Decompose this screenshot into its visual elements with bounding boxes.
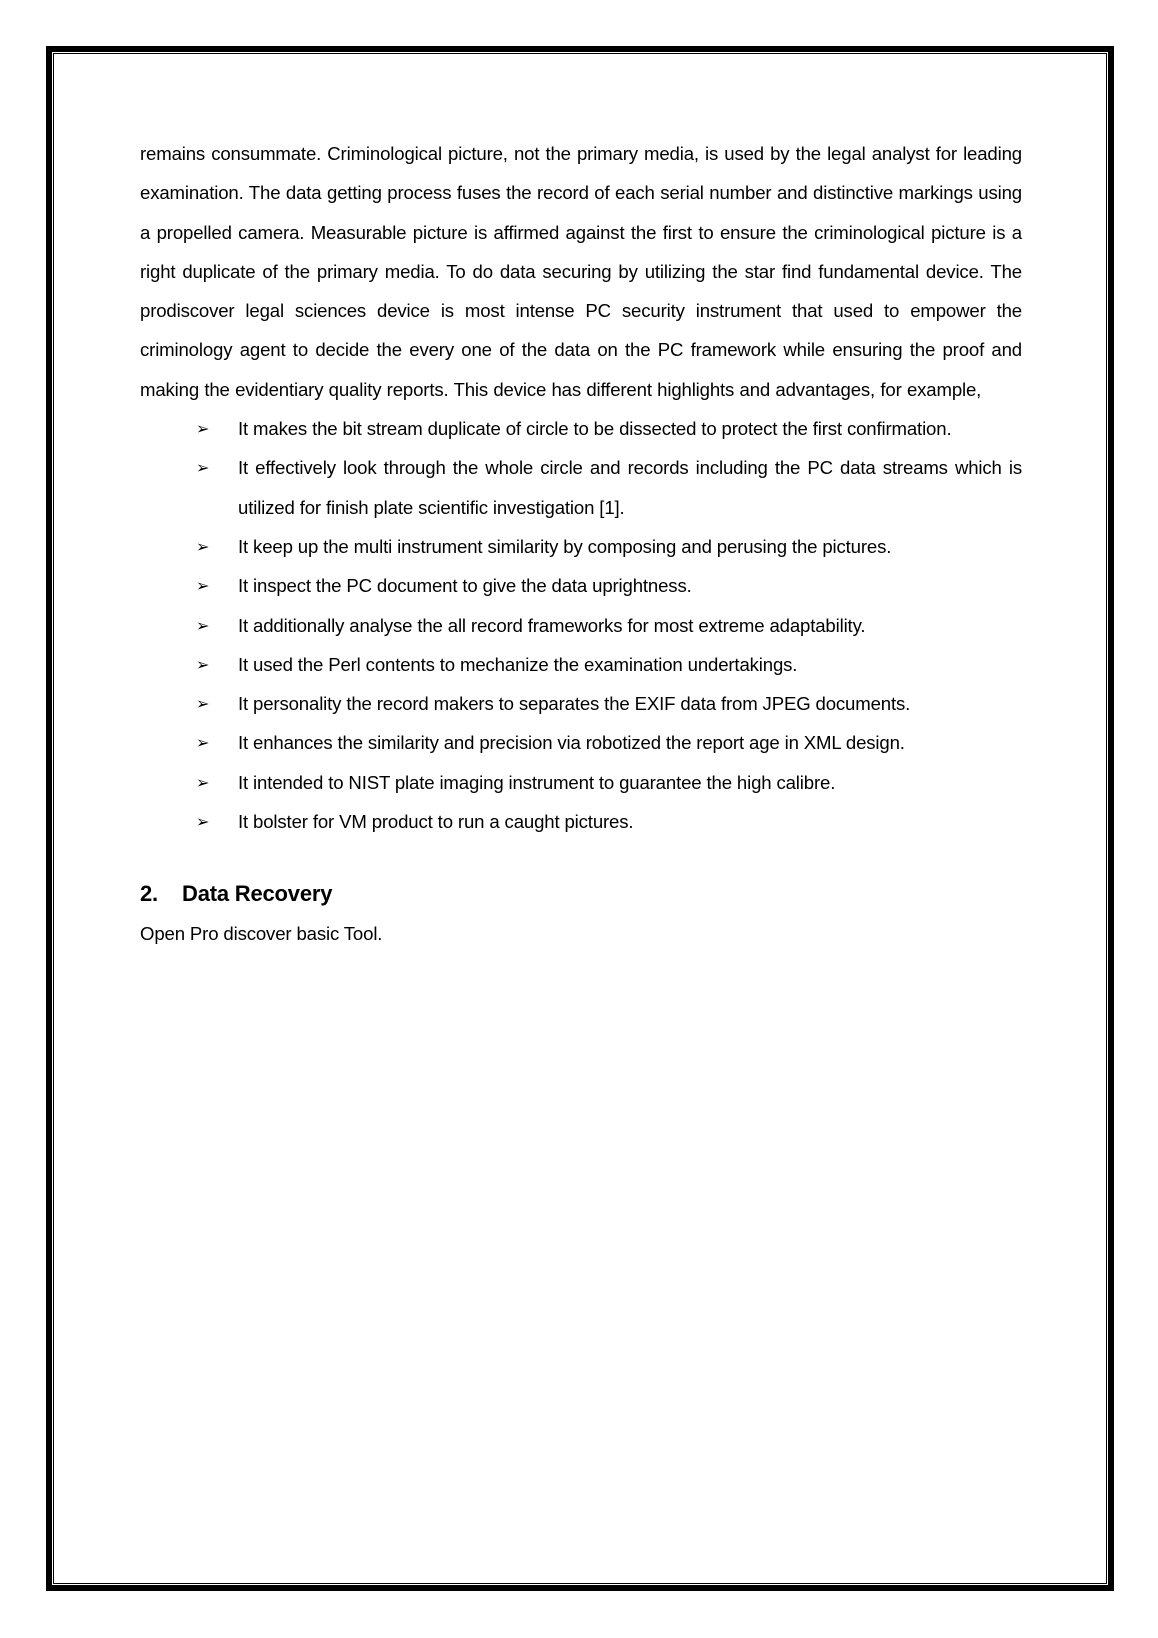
list-item-text: It bolster for VM product to run a caught pictures. (238, 811, 634, 833)
list-item (140, 684, 1022, 723)
list-item (140, 802, 1022, 841)
list-item-text: It inspect the PC document to give the data uprightness. (238, 575, 692, 597)
arrow-bullet-icon: ➢ (196, 694, 210, 714)
section-title: Data Recovery (182, 881, 333, 907)
arrow-bullet-icon: ➢ (196, 576, 210, 596)
list-item-text: It keep up the multi instrument similarity by composing and perusing the pictures. (238, 535, 892, 557)
arrow-bullet-icon: ➢ (196, 812, 210, 832)
list-item (140, 409, 1022, 448)
list-item-text: It used the Perl contents to mechanize the examination undertakings. (238, 653, 798, 675)
arrow-bullet-icon: ➢ (196, 654, 210, 674)
list-item (140, 527, 1022, 566)
arrow-bullet-icon: ➢ (196, 536, 210, 556)
list-item (140, 645, 1022, 684)
list-item (140, 763, 1022, 802)
arrow-bullet-icon: ➢ (196, 458, 210, 478)
section-paragraph: Open Pro discover basic Tool. (140, 923, 383, 945)
list-item-text: It intended to NIST plate imaging instrument to guarantee the high calibre. (238, 771, 836, 793)
document-body (140, 134, 1022, 952)
arrow-bullet-icon: ➢ (196, 772, 210, 792)
list-item-text: It effectively look through the whole circle and records including the PC data streams which is utilized for finish plate scientific investigation [1]. (238, 457, 1022, 518)
arrow-bullet-icon: ➢ (196, 615, 210, 635)
list-item-text: It additionally analyse the all record frameworks for most extreme adaptability. (238, 614, 866, 636)
intro-paragraph: remains consummate. Criminological picture, not the primary media, is used by the legal analyst for leading examination. The data getting process fuses the record of each serial number and distinctive markings using a propelled camera. Measurable picture is affirmed against the first to ensure the criminological picture is a right duplicate of the primary media. To do data securing by utilizing the star find fundamental device. The prodiscover legal sciences device is most intense PC security instrument that used to empower the criminology agent to decide the every one of the data on the PC framework while ensuring the proof and making the evidentiary quality reports. This device has different highlights and advantages, for example, (140, 143, 1022, 400)
list-item (140, 723, 1022, 762)
list-item (140, 606, 1022, 645)
arrow-bullet-icon: ➢ (196, 419, 210, 439)
section-number: 2. (140, 881, 158, 907)
list-item-text: It makes the bit stream duplicate of circle to be dissected to protect the first confirmation. (238, 418, 952, 440)
list-item (140, 448, 1022, 527)
arrow-bullet-icon: ➢ (196, 733, 210, 753)
section-heading (140, 874, 1022, 914)
list-item-text: It personality the record makers to separates the EXIF data from JPEG documents. (238, 693, 911, 715)
feature-bullet-list (140, 409, 1022, 841)
list-item-text: It enhances the similarity and precision via robotized the report age in XML design. (238, 732, 905, 754)
list-item (140, 566, 1022, 605)
